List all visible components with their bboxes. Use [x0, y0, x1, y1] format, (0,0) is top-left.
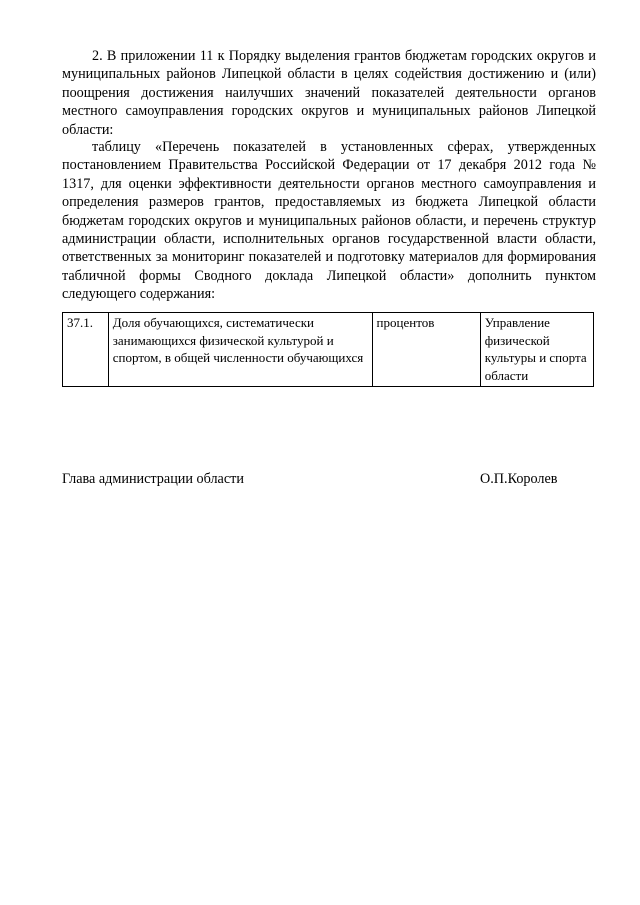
table-row [63, 313, 594, 387]
signatory-position: Глава администрации области [62, 471, 244, 487]
paragraph-table-description: таблицу «Перечень показателей в установленных сферах, утвержденных постановлением Правительства Российской Федерации от 17 декабря 2012 года № 1317, для оценки эффективности деятельности органов местного самоуправления и определения размеров грантов, предоставляемых из бюджета Липецкой области бюджетам городских округов и муниципальных районов области, и перечень структур администрации области, исполнительных органов государственной власти области, ответственных за мониторинг показателей и подготовку материалов для формирования табличной формы Сводного доклада Липецкой области» дополнить пунктом следующего содержания: [62, 139, 596, 303]
inserted-row-table [62, 312, 594, 387]
cell-indicator: Доля обучающихся, систематически занимающихся физической культурой и спортом, в общей численности обучающихся [108, 313, 372, 387]
cell-unit: процентов [372, 313, 480, 387]
paragraph-amendment-intro: 2. В приложении 11 к Порядку выделения грантов бюджетам городских округов и муниципальных районов Липецкой области в целях содействия достижению и (или) поощрения достижения наилучших значений показателей деятельности органов местного самоуправления городских округов и муниципальных районов Липецкой области: [62, 48, 596, 138]
cell-number: 37.1. [63, 313, 109, 387]
cell-responsible: Управление физической культуры и спорта области [480, 313, 593, 387]
signatory-name: О.П.Королев [480, 471, 558, 487]
